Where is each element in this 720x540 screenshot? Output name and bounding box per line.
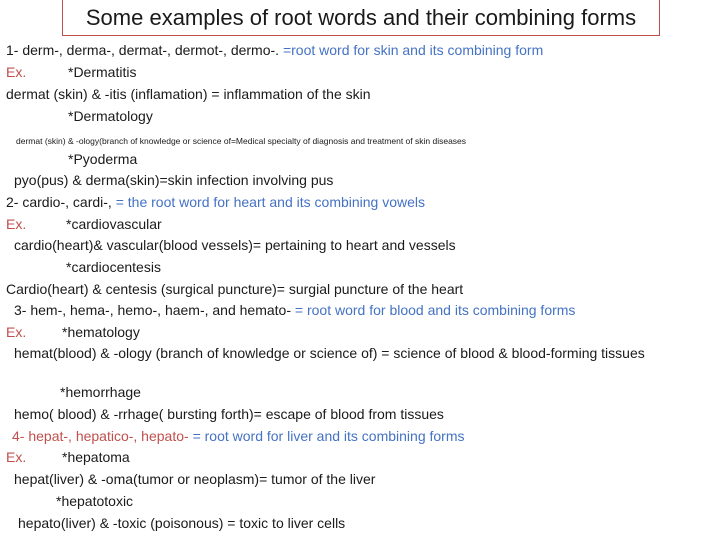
list-item — [68, 107, 153, 125]
root-definition: =root word for skin and its combining form — [282, 42, 544, 58]
example-label: Ex. — [6, 449, 27, 465]
example-term: *hepatotoxic — [56, 493, 134, 509]
root-words: 2- cardio-, cardi-, — [6, 194, 112, 210]
example-term: *cardiovascular — [66, 216, 162, 232]
definition-line: hepat(liver) & -oma(tumor or neoplasm)= tumor of the liver — [14, 471, 376, 487]
root-words: 4- hepat-, hepatico-, hepato- — [12, 428, 189, 444]
definition-line: cardio(heart)& vascular(blood vessels)= pertaining to heart and vessels — [14, 237, 456, 253]
example-label: Ex. — [6, 64, 27, 80]
list-item — [60, 383, 141, 401]
list-item — [6, 41, 543, 59]
list-item — [68, 150, 137, 168]
list-item — [12, 427, 465, 445]
example-term: *cardiocentesis — [66, 259, 161, 275]
example-term: *hepatoma — [62, 449, 130, 465]
list-item — [6, 215, 162, 233]
example-term: *hemorrhage — [60, 384, 141, 400]
list-item — [14, 236, 456, 254]
list-item — [6, 448, 130, 466]
root-definition: = root word for liver and its combining forms — [192, 428, 465, 444]
list-item — [6, 280, 463, 298]
list-item — [56, 492, 133, 510]
list-item — [18, 514, 345, 532]
list-item — [14, 301, 575, 319]
list-item — [14, 405, 444, 423]
list-item — [6, 323, 140, 341]
example-label: Ex. — [6, 216, 27, 232]
root-words: 1- derm-, derma-, dermat-, dermot-, dermo-. — [6, 42, 280, 58]
definition-line: hepato(liver) & -toxic (poisonous) = toxic to liver cells — [18, 515, 346, 531]
definition-line: dermat (skin) & -ology(branch of knowledge or science of=Medical specialty of diagnosis and treatment of skin diseases — [16, 136, 467, 146]
example-label: Ex. — [6, 324, 27, 340]
list-item — [66, 258, 161, 276]
slide-title: Some examples of root words and their combining forms — [85, 4, 637, 30]
title-box — [62, 0, 660, 36]
root-definition: = the root word for heart and its combining vowels — [115, 194, 426, 210]
definition-line: hemo( blood) & -rrhage( bursting forth)= escape of blood from tissues — [14, 406, 444, 422]
root-definition: = root word for blood and its combining forms — [294, 302, 576, 318]
list-item — [6, 63, 136, 81]
list-item — [14, 470, 375, 488]
list-item — [14, 171, 333, 189]
definition-line: hemat(blood) & -ology (branch of knowledge or science of) = science of blood & blood-forming tissues — [14, 345, 645, 361]
list-item — [6, 85, 371, 103]
list-item — [6, 193, 425, 211]
example-term: *Pyoderma — [68, 151, 138, 167]
list-item — [6, 344, 718, 362]
example-term: *Dermatology — [68, 108, 153, 124]
definition-line: pyo(pus) & derma(skin)=skin infection involving pus — [14, 172, 334, 188]
list-item — [16, 132, 466, 150]
definition-line: dermat (skin) & -itis (inflamation) = inflammation of the skin — [6, 86, 371, 102]
definition-line: Cardio(heart) & centesis (surgical puncture)= surgial puncture of the heart — [6, 281, 464, 297]
example-term: *Dermatitis — [68, 64, 137, 80]
example-term: *hematology — [62, 324, 140, 340]
root-words: 3- hem-, hema-, hemo-, haem-, and hemato- — [14, 302, 292, 318]
